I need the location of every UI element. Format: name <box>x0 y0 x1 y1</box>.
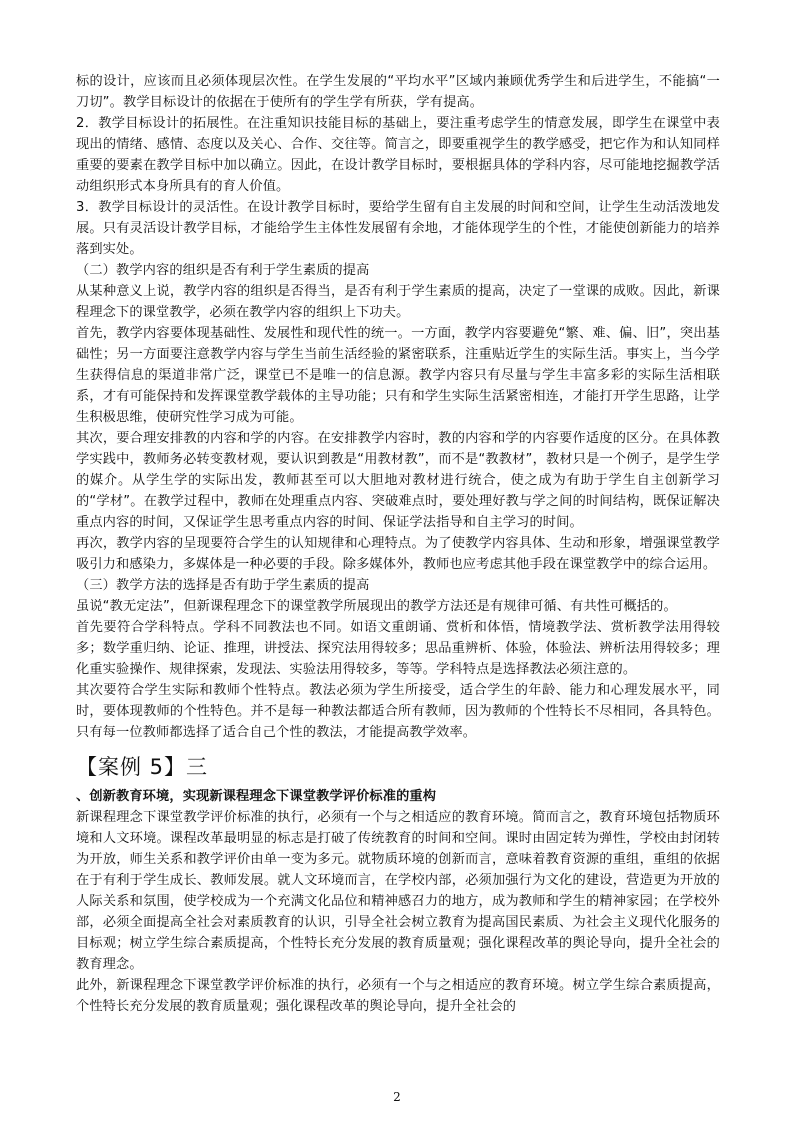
paragraph-goal-flexibility: 3．教学目标设计的灵活性。在设计教学目标时，要给学生留有自主发展的时间和空间，让学生生动活泼地发展。只有灵活设计教学目标，才能给学生主体性发展留有余地，才能体现学生的个性，才能使创新能力的培养落到实处。 <box>76 200 720 257</box>
case-heading: 【案例 5】三 <box>76 755 209 779</box>
paragraph-method-student: 其次要符合学生实际和教师个性特点。教法必须为学生所接受，适合学生的年龄、能力和心理发展水平，同时，要体现教师的个性特色。并不是每一种教法都适合所有教师，因为教师的个性特长不尽相同，各具特色。只有每一位教师都选择了适合自己个性的教法，才能提高教学效率。 <box>76 683 720 740</box>
paragraph-goal-expansion: 2．教学目标设计的拓展性。在注重知识技能目标的基础上，要注重考虑学生的情意发展，即学生在课堂中表现出的情绪、感情、态度以及关心、合作、交往等。简言之，即要重视学生的教学感受，把它作为和认知同样重要的要素在教学目标中加以确立。因此，在设计教学目标时，要根据具体的学科内容，尽可能地挖掘教学活动组织形式本身所具有的育人价值。 <box>76 116 720 194</box>
subheading-method-selection: （三）教学方法的选择是否有助于学生素质的提高 <box>76 578 370 593</box>
paragraph-content-first: 首先，教学内容要体现基础性、发展性和现代性的统一。一方面，教学内容要避免“繁、难、偏、旧”，突出基础性；另一方面要注意教学内容与学生当前生活经验的紧密联系，注重贴近学生的实际生活。事实上，当今学生获得信息的渠道非常广泛，课堂已不是唯一的信息源。教学内容只有尽量与学生丰富多彩的实际生活相联系，才有可能保持和发挥课堂教学载体的主导功能；只有和学生实际生活紧密相连，才能打开学生思路，让学生积极思维，使研究性学习成为可能。 <box>76 326 720 425</box>
paragraph-method-subject: 首先要符合学科特点。学科不同教法也不同。如语文重朗诵、赏析和体悟，情境教学法、赏析教学法用得较多；数学重归纳、论证、推理，讲授法、探究法用得较多；思品重辨析、体验，体验法、辨析法用得较多；理化重实验操作、规律探索，发现法、实验法用得较多，等等。学科特点是选择教法必须注意的。 <box>76 620 720 677</box>
paragraph-method-intro: 虽说“教无定法”，但新课程理念下的课堂教学所展现出的教学方法还是有规律可循、有共性可概括的。 <box>76 599 677 614</box>
subheading-content-organization: （二）教学内容的组织是否有利于学生素质的提高 <box>76 263 370 278</box>
paragraph-content-third: 再次，教学内容的呈现要符合学生的认知规律和心理特点。为了使教学内容具体、生动和形象，增强课堂教学吸引力和感染力，多媒体是一种必要的手段。除多媒体外，教师也应考虑其他手段在课堂教学中的综合运用。 <box>76 536 720 572</box>
page-number: 2 <box>393 1090 401 1104</box>
section-heading: 、创新教育环境，实现新课程理念下课堂教学评价标准的重构 <box>76 789 437 804</box>
paragraph-content-importance: 从某种意义上说，教学内容的组织是否得当，是否有利于学生素质的提高，决定了一堂课的成败。因此，新课程理念下的课堂教学，必须在教学内容的组织上下功夫。 <box>76 284 720 320</box>
paragraph-environment: 新课程理念下课堂教学评价标准的执行，必须有一个与之相适应的教育环境。简而言之，教育环境包括物质环境和人文环境。课程改革最明显的标志是打破了传统教育的时间和空间。课时由固定转为弹性，学校由封闭转为开放，师生关系和教学评价由单一变为多元。就物质环境的创新而言，意味着教育资源的重组，重组的依据在于有利于学生成长、教师发展。就人文环境而言，在学校内部，必须加强行为文化的建设，营造更为开放的人际关系和氛围，使学校成为一个充满文化品位和精神感召力的地方，成为教师和学生的精神家园；在学校外部，必须全面提高全社会对素质教育的认识，引导全社会树立教育为提高国民素质、为社会主义现代化服务的目标观；树立学生综合素质提高，个性特长充分发展的教育质量观；强化课程改革的舆论导向，提升全社会的教育理念。 <box>76 810 720 972</box>
paragraph-continued-goal-design: 标的设计，应该而且必须体现层次性。在学生发展的“平均水平”区域内兼顾优秀学生和后进学生，不能搞“一刀切”。教学目标设计的依据在于使所有的学生学有所获，学有提高。 <box>76 74 720 110</box>
paragraph-content-second: 其次，要合理安排教的内容和学的内容。在安排教学内容时，教的内容和学的内容要作适度的区分。在具体教学实践中，教师务必转变教材观，要认识到教是“用教材教”，而不是“教教材”，教材只是一个例子，是学生学的媒介。从学生学的实际出发，教师甚至可以大胆地对教材进行统合，使之成为有助于学生自主创新学习的“学材”。在教学过程中，教师在处理重点内容、突破难点时，要处理好教与学之间的时间结构，既保证解决重点内容的时间，又保证学生思考重点内容的时间、保证学法指导和自主学习的时间。 <box>76 431 720 530</box>
paragraph-environment-extra: 此外，新课程理念下课堂教学评价标准的执行，必须有一个与之相适应的教育环境。树立学生综合素质提高，个性特长充分发展的教育质量观；强化课程改革的舆论导向，提升全社会的 <box>76 978 720 1014</box>
document-page <box>76 71 720 1017</box>
